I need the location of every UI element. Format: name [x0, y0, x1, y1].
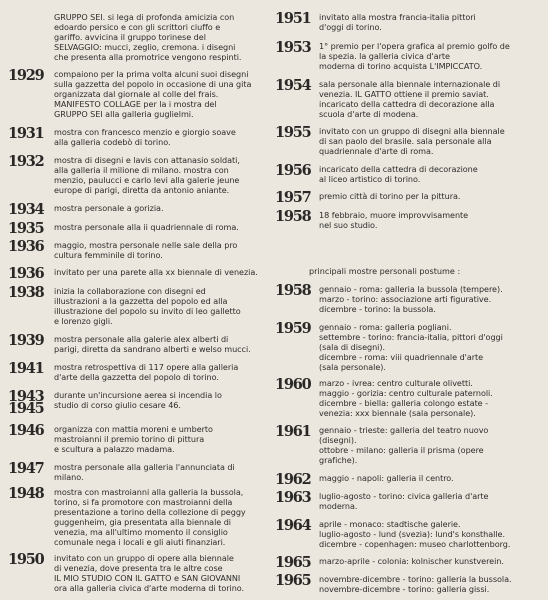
chronology-entry: [275, 556, 545, 569]
entry-text: durante un'incursione aerea si incendia lo studio di corso giulio cesare 46.: [54, 390, 222, 410]
entry-year: 1965: [275, 554, 311, 571]
entry-year: 1954: [275, 77, 311, 94]
chronology-entry: [8, 390, 272, 415]
chronology-entry: [8, 553, 272, 593]
entry-year: 1935: [8, 220, 44, 237]
entry-year: 1929: [8, 67, 44, 84]
entry-text: invitato con un gruppo di opere alla biennale di venezia, dove presenta tra le altre cose IL MIO STUDIO CON IL GATTO e SAN GIOVANNI ora alla galleria civica d'arte moderna di torino.: [54, 553, 245, 593]
entry-text: mostra personale a gorizia.: [54, 203, 164, 213]
entry-text: inizia la collaborazione con disegni ed illustrazioni a la gazzetta del popolo ed alla illustrazione del popolo su invito di leo galletto e lorenzo gigli.: [54, 286, 241, 326]
chronology-entry: [8, 487, 272, 547]
entry-year: 1963: [275, 489, 311, 506]
entry-text: invitato con un gruppo di disegni alla biennale di san paolo del brasile. sala personale alla quadriennale d'arte di roma.: [319, 126, 505, 156]
entry-text: mostra con mastroianni alla galleria la bussola, torino, si fa promotore con mastroianni della presentazione a torino della collezione di peggy guggenheim, gia presentata alla biennale di venezia, ma all'ultimo momento il consiglio comunale nega i locali e gli aiuti finanziari.: [54, 487, 246, 547]
chronology-entry: [8, 127, 272, 147]
entry-text: gennaio - roma: galleria pogliani. settembre - torino: francia-italia, pittori d'oggi (sala di disegni). dicembre - roma: viii quadriennale d'arte (sala personale).: [319, 322, 503, 372]
entry-year: [8, 12, 48, 13]
chronology-entry: [8, 155, 272, 195]
chronology-entry: [275, 41, 545, 71]
chronology-entry: [8, 12, 272, 62]
entry-year: 1948: [8, 485, 44, 502]
chronology-entry: [275, 79, 545, 119]
entry-text: aprile - monaco: stadtische galerie. luglio-agosto - lund (svezia): lund's konsthalle. dicembre - copenhagen: museo charlottenborg.: [319, 519, 511, 549]
entry-year: 1943 1945: [8, 388, 44, 417]
chronology-entry: [275, 378, 545, 418]
chronology-entry: [8, 334, 272, 354]
entry-text: GRUPPO SEI. si lega di profonda amicizia con edoardo persico e con gli scrittori ciuffo e gariffo. avvicina il gruppo torinese del SELVAGGIO: mucci, zeglio, cremona. i disegni che presenta alla promotrice vengono respinti.: [54, 12, 242, 62]
entry-text: sala personale alla biennale internazionale di venezia. IL GATTO ottiene il premio saviat. incaricato della cattedra di decorazione alla scuola d'arte di modena.: [319, 79, 501, 119]
chronology-entry: [8, 69, 272, 119]
chronology-entry: [275, 164, 545, 184]
posthumous-heading: principali mostre personali postume :: [309, 266, 461, 276]
chronology-entry: [275, 126, 545, 156]
entry-text: incaricato della cattedra di decorazione al liceo artistico di torino.: [319, 164, 478, 184]
entry-year: 1950: [8, 551, 44, 568]
entry-year: 1951: [275, 10, 311, 27]
chronology-entry: [8, 240, 272, 260]
entry-year: 1956: [275, 162, 311, 179]
entry-year: 1953: [275, 39, 311, 56]
entry-year: 1960: [275, 376, 311, 393]
entry-year: 1965: [275, 572, 311, 589]
chronology-entry: [275, 322, 545, 372]
entry-year: 1962: [275, 471, 311, 488]
entry-text: premio città di torino per la pittura.: [319, 191, 461, 201]
entry-year: 1964: [275, 517, 311, 534]
entry-year: 1936: [8, 238, 44, 255]
entry-text: compaiono per la prima volta alcuni suoi disegni sulla gazzetta del popolo in occasione di una gita organizzata dal giornale al colle del frais. MANIFESTO COLLAGE per la i mostra del GRUPPO SEI alla galleria guglielmi.: [54, 69, 252, 119]
chronology-entry: [275, 519, 545, 549]
entry-text: invitato alla mostra francia-italia pittori d'oggi di torino.: [319, 12, 476, 32]
chronology-entry: [275, 425, 545, 465]
entry-year: 1946: [8, 422, 44, 439]
entry-text: 1° premio per l'opera grafica al premio golfo de la spezia. la galleria civica d'arte moderna di torino acquista L'IMPICCATO.: [319, 41, 510, 71]
entry-text: invitato per una parete alla xx biennale di venezia.: [54, 267, 258, 277]
entry-text: mostra personale alla galleria l'annunciata di milano.: [54, 462, 235, 482]
entry-year: 1961: [275, 423, 311, 440]
entry-text: mostra di disegni e lavis con attanasio soldati, alla galleria il milione di milano. mostra con menzio, paulucci e carlo levi alla galerie jeune europe di parigi, diretta da antonio aniante.: [54, 155, 240, 195]
chronology-entry: [275, 191, 545, 204]
chronology-entry: [8, 267, 272, 280]
entry-year: 1955: [275, 124, 311, 141]
entry-text: mostra con francesco menzio e giorgio soave alla galleria codebò di torino.: [54, 127, 236, 147]
entry-text: novembre-dicembre - torino: galleria la bussola. novembre-dicembre - torino: galleria gissi.: [319, 574, 512, 594]
entry-text: gennaio - trieste: galleria del teatro nuovo (disegni). ottobre - milano: galleria il prisma (opere grafiche).: [319, 425, 489, 465]
entry-text: marzo-aprile - colonia: kolnischer kunstverein.: [319, 556, 504, 566]
entry-text: maggio, mostra personale nelle sale della pro cultura femminile di torino.: [54, 240, 238, 260]
entry-year: 1934: [8, 201, 44, 218]
entry-year: 1938: [8, 284, 44, 301]
entry-text: mostra retrospettiva di 117 opere alla galleria d'arte della gazzetta del popolo di torino.: [54, 362, 239, 382]
chronology-entry: [8, 286, 272, 326]
entry-year: 1958: [275, 208, 311, 225]
entry-text: maggio - napoli: galleria il centro.: [319, 473, 454, 483]
chronology-entry: [275, 574, 545, 594]
entry-text: gennaio - roma: galleria la bussola (tempere). marzo - torino: associazione arti figurative. dicembre - torino: la bussola.: [319, 284, 503, 314]
chronology-entry: [8, 222, 272, 235]
entry-year: 1947: [8, 460, 44, 477]
entry-text: 18 febbraio, muore improvvisamente nel suo studio.: [319, 210, 469, 230]
entry-year: 1939: [8, 332, 44, 349]
chronology-entry: [8, 362, 272, 382]
entry-year: 1931: [8, 125, 44, 142]
entry-year: 1936: [8, 265, 44, 282]
chronology-entry: [8, 424, 272, 454]
chronology-entry: [275, 210, 545, 230]
chronology-entry: [275, 491, 545, 511]
entry-text: luglio-agosto - torino: civica galleria d'arte moderna.: [319, 491, 489, 511]
entry-year: 1957: [275, 189, 311, 206]
chronology-entry: [8, 203, 272, 216]
entry-year: 1958: [275, 282, 311, 299]
entry-text: organizza con mattia moreni e umberto mastroianni il premio torino di pittura e scultura a palazzo madama.: [54, 424, 213, 454]
entry-year: 1932: [8, 153, 44, 170]
entry-text: mostra personale alla ii quadriennale di roma.: [54, 222, 239, 232]
entry-text: marzo - ivrea: centro culturale olivetti. maggio - gorizia: centro culturale paternoli. dicembre - biella: galleria colongo estate - venezia: xxx biennale (sala personale).: [319, 378, 493, 418]
chronology-entry: [275, 284, 545, 314]
chronology-entry: [275, 473, 545, 486]
chronology-entry: [275, 12, 545, 32]
entry-year: 1941: [8, 360, 44, 377]
entry-year: 1959: [275, 320, 311, 337]
entry-text: mostra personale alla galerie alex alberti di parigi, diretta da sandrano alberti e welso mucci.: [54, 334, 251, 354]
chronology-entry: [8, 462, 272, 482]
